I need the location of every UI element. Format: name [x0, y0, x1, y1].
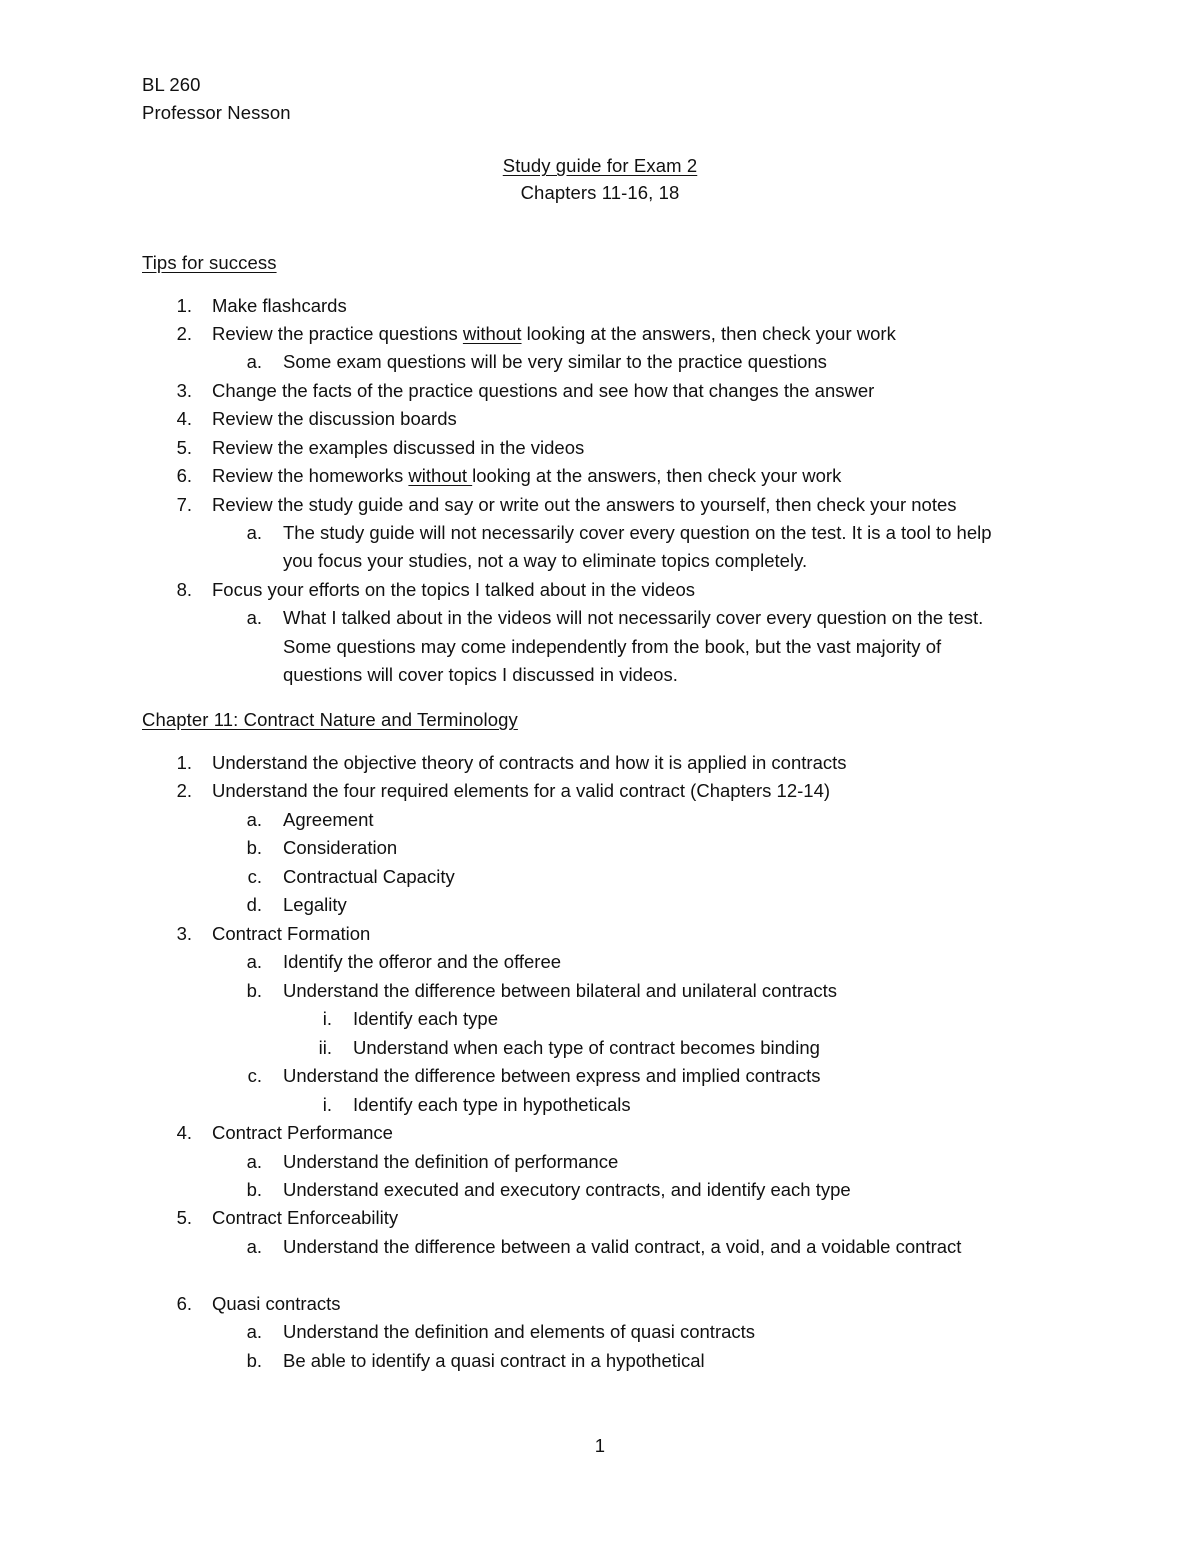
- list-marker: i.: [322, 1094, 332, 1115]
- list-marker: 4.: [176, 1122, 192, 1143]
- list-marker: c.: [247, 866, 262, 887]
- list-item-text: Review the practice questions without looking at the answers, then check your work: [212, 323, 896, 344]
- list-marker: a.: [246, 1151, 262, 1172]
- list-marker: 3.: [176, 923, 192, 944]
- list-item-text: The study guide will not necessarily cover every question on the test. It is a tool to help: [283, 522, 992, 543]
- list-item-text: Understand the definition and elements of quasi contracts: [283, 1321, 756, 1342]
- list-item-text: Understand the difference between express and implied contracts: [283, 1065, 821, 1086]
- list-marker: 4.: [176, 408, 192, 429]
- list-marker: 8.: [176, 579, 192, 600]
- list-item-text: Be able to identify a quasi contract in a hypothetical: [283, 1350, 705, 1371]
- list-item-text: Review the examples discussed in the videos: [212, 437, 585, 458]
- list-item-text: Agreement: [283, 809, 374, 830]
- list-item-text: Some exam questions will be very similar to the practice questions: [283, 351, 827, 372]
- page-number: 1: [594, 1435, 606, 1456]
- professor-name: Professor Nesson: [142, 102, 291, 123]
- list-item-text: Understand the difference between bilateral and unilateral contracts: [283, 980, 837, 1001]
- list-item-text: Review the discussion boards: [212, 408, 457, 429]
- list-marker: 1.: [176, 295, 192, 316]
- list-item-text: Quasi contracts: [212, 1293, 341, 1314]
- list-item-text: Understand the four required elements for a valid contract (Chapters 12-14): [212, 780, 831, 801]
- list-marker: 5.: [176, 1207, 192, 1228]
- list-item-text: Review the study guide and say or write out the answers to yourself, then check your notes: [212, 494, 957, 515]
- tips-heading: Tips for success: [142, 252, 277, 273]
- list-marker: c.: [247, 1065, 262, 1086]
- list-item-text: Identify each type in hypotheticals: [353, 1094, 631, 1115]
- list-item-text-continued: you focus your studies, not a way to eliminate topics completely.: [283, 550, 808, 571]
- list-marker: a.: [246, 809, 262, 830]
- document-title: Study guide for Exam 2: [502, 155, 698, 176]
- list-marker: a.: [246, 522, 262, 543]
- list-item-text: Contract Formation: [212, 923, 371, 944]
- list-marker: d.: [246, 894, 262, 915]
- list-marker: a.: [246, 607, 262, 628]
- list-item-text: Make flashcards: [212, 295, 347, 316]
- list-marker: ii.: [318, 1037, 332, 1058]
- list-marker: 6.: [176, 465, 192, 486]
- list-item-text: Understand when each type of contract becomes binding: [353, 1037, 820, 1058]
- list-item-text-continued: questions will cover topics I discussed in videos.: [283, 664, 678, 685]
- list-item-text: Understand the difference between a valid contract, a void, and a voidable contract: [283, 1236, 962, 1257]
- list-item-text: Identify the offeror and the offeree: [283, 951, 562, 972]
- list-marker: a.: [246, 1236, 262, 1257]
- list-marker: a.: [246, 951, 262, 972]
- list-marker: 3.: [176, 380, 192, 401]
- list-item-text: Legality: [283, 894, 347, 915]
- list-item-text: Contractual Capacity: [283, 866, 455, 887]
- list-marker: a.: [246, 1321, 262, 1342]
- list-marker: 1.: [176, 752, 192, 773]
- list-marker: b.: [246, 1179, 262, 1200]
- list-marker: 2.: [176, 323, 192, 344]
- list-item-text: Understand executed and executory contracts, and identify each type: [283, 1179, 851, 1200]
- list-marker: b.: [246, 837, 262, 858]
- list-item-text: Identify each type: [353, 1008, 499, 1029]
- chapter11-heading: Chapter 11: Contract Nature and Terminology: [142, 709, 518, 730]
- list-marker: b.: [246, 980, 262, 1001]
- course-code: BL 260: [142, 74, 201, 95]
- list-item-text: Understand the objective theory of contracts and how it is applied in contracts: [212, 752, 847, 773]
- list-item-text: Contract Performance: [212, 1122, 393, 1143]
- list-marker: a.: [246, 351, 262, 372]
- list-marker: 6.: [176, 1293, 192, 1314]
- list-marker: 2.: [176, 780, 192, 801]
- list-item-text: Focus your efforts on the topics I talked about in the videos: [212, 579, 695, 600]
- list-item-text: Consideration: [283, 837, 398, 858]
- list-marker: b.: [246, 1350, 262, 1371]
- list-marker: i.: [322, 1008, 332, 1029]
- list-marker: 7.: [176, 494, 192, 515]
- document-subtitle: Chapters 11-16, 18: [520, 182, 680, 203]
- list-item-text: Contract Enforceability: [212, 1207, 399, 1228]
- list-item-text-continued: Some questions may come independently from the book, but the vast majority of: [283, 636, 942, 657]
- list-item-text: What I talked about in the videos will not necessarily cover every question on the test.: [283, 607, 984, 628]
- list-item-text: Change the facts of the practice questions and see how that changes the answer: [212, 380, 875, 401]
- list-item-text: Review the homeworks without looking at the answers, then check your work: [212, 465, 842, 486]
- list-item-text: Understand the definition of performance: [283, 1151, 619, 1172]
- list-marker: 5.: [176, 437, 192, 458]
